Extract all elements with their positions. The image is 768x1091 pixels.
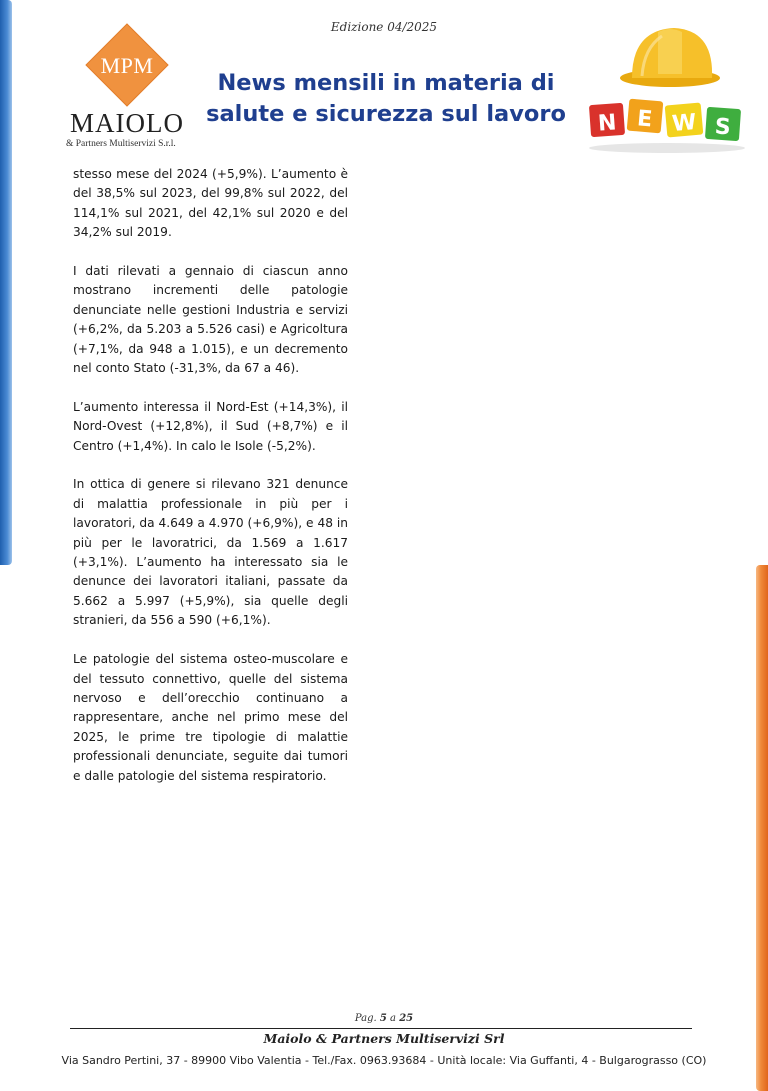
article-body: [73, 165, 348, 805]
footer-divider: [70, 1028, 692, 1029]
svg-text:E: E: [636, 106, 654, 133]
svg-text:S: S: [713, 114, 732, 141]
paragraph: In ottica di genere si rilevano 321 denunce di malattia professionale in più per i lavoratori, da 4.649 a 4.970 (+6,9%), e 48 in più per le lavoratrici, da 1.569 a 1.617 (+3,1%). L’aumento ha interessato sia le denunce dei lavoratori italiani, passate da 5.662 a 5.997 (+5,9%), sia quelle degli stranieri, da 556 a 590 (+6,1%).: [73, 477, 348, 628]
left-decorative-bar: [0, 0, 12, 565]
edition-label: Edizione 04/2025: [330, 20, 438, 34]
news-letter-e: [627, 99, 664, 134]
page-current: 5: [379, 1013, 387, 1024]
footer-company: Maiolo & Partners Multiservizi Srl: [263, 1031, 505, 1046]
page-separator: a: [386, 1013, 400, 1024]
paragraph: stesso mese del 2024 (+5,9%). L’aumento è del 38,5% sul 2023, del 99,8% sul 2022, del 114,1% sul 2021, del 42,1% sul 2020 e del 34,2% sul 2019.: [73, 167, 348, 240]
page-title-line-1: News mensili in materia di: [217, 70, 555, 96]
logo-monogram: MPM: [100, 53, 154, 78]
paragraph: Le patologie del sistema osteo-muscolare e del tessuto connettivo, quelle del sistema nervoso e dell’orecchio continuano a rappresentare, anche nel primo mese del 2025, le prime tre tipologie di malattie professionali denunciate, seguite dai tumori e dalle patologie del sistema respiratorio.: [73, 652, 348, 783]
footer-address: Via Sandro Pertini, 37 - 89900 Vibo Valentia - Tel./Fax. 0963.93684 - Unità locale: Via Guffanti, 4 - Bulgarograsso (CO): [61, 1054, 707, 1067]
logo-subtitle: & Partners Multiservizi S.r.l.: [66, 139, 176, 149]
news-letter-s: [705, 107, 741, 141]
news-letter-n: [589, 103, 625, 137]
page-title: [200, 68, 572, 130]
paragraph: L’aumento interessa il Nord-Est (+14,3%), il Nord-Ovest (+12,8%), il Sud (+8,7%) e il Centro (+1,4%). In calo le Isole (-5,2%).: [73, 399, 348, 453]
svg-text:N: N: [597, 110, 618, 137]
news-letter-w: [665, 102, 704, 137]
news-badge: [582, 20, 752, 160]
page-prefix: Pag.: [354, 1013, 380, 1024]
hard-hat-icon: [620, 28, 720, 87]
paragraph: I dati rilevati a gennaio di ciascun anno mostrano incrementi delle patologie denunciate nelle gestioni Industria e servizi (+6,2%, da 5.203 a 5.526 casi) e Agricoltura (+7,1%, da 948 a 1.015), e un decremento nel conto Stato (-31,3%, da 67 a 46).: [73, 264, 348, 376]
page-title-line-2: salute e sicurezza sul lavoro: [206, 101, 566, 127]
svg-text:W: W: [671, 109, 698, 137]
logo-name: MAIOLO: [70, 108, 184, 138]
page-number: [0, 1013, 768, 1024]
page-total: 25: [399, 1013, 414, 1024]
